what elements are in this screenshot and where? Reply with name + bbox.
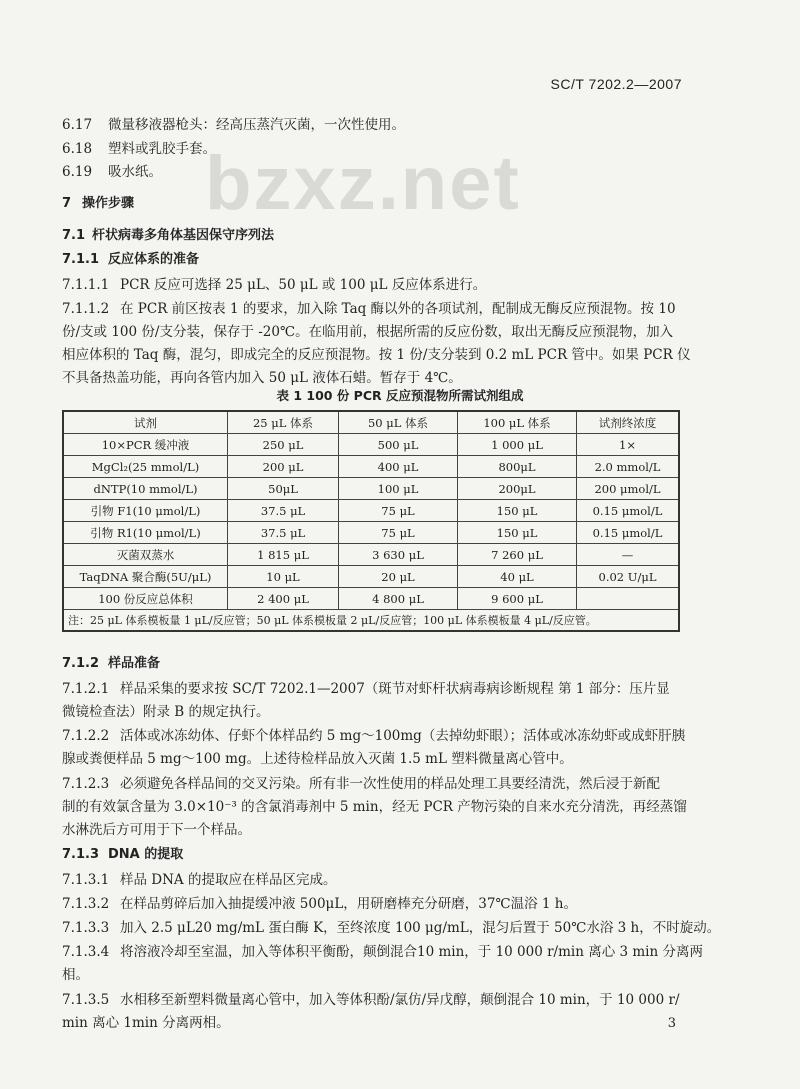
- table-cell: 7 260 μL: [458, 544, 577, 566]
- table-cell: 0.15 μmol/L: [577, 522, 680, 544]
- table-cell: 200μL: [458, 478, 577, 500]
- clause-text: 加入 2.5 μL20 mg/mL 蛋白酶 K，至终浓度 100 μg/mL，混匀后置于 50℃水浴 3 h，不时旋动。: [120, 920, 721, 936]
- table-row: [63, 500, 679, 522]
- paragraph-line: min 离心 1min 分离两相。: [62, 1015, 230, 1031]
- item-number: 6.18: [62, 141, 93, 157]
- table-cell: 500 μL: [339, 434, 458, 456]
- table-note: 注：25 μL 体系模板量 1 μL/反应管；50 μL 体系模板量 2 μL/反应管；100 μL 体系模板量 4 μL/反应管。: [63, 610, 679, 632]
- item-number: 6.17: [62, 117, 93, 133]
- paragraph-line: 不具备热盖功能，再向各管内加入 50 μL 液体石蜡。暂存于 4℃。: [62, 370, 462, 386]
- subsection-heading: [62, 843, 183, 862]
- table-cell: —: [577, 544, 680, 566]
- table-header: 100 μL 体系: [458, 411, 577, 434]
- table-header: 25 μL 体系: [228, 411, 339, 434]
- table-cell: 75 μL: [339, 500, 458, 522]
- table-cell: 800μL: [458, 456, 577, 478]
- table-cell: 3 630 μL: [339, 544, 458, 566]
- paragraph-line: [62, 297, 676, 317]
- table-cell: 250 μL: [228, 434, 339, 456]
- item-text: 微量移液器枪头：经高压蒸汽灭菌，一次性使用。: [108, 117, 405, 133]
- table-row: [63, 456, 679, 478]
- table-cell: 灭菌双蒸水: [63, 544, 228, 566]
- table-header-row: [63, 411, 679, 434]
- table-row: [63, 566, 679, 588]
- table-row: [63, 588, 679, 610]
- clause-text: 活体或冰冻幼体、仔虾个体样品约 5 mg～100mg（去掉幼虾眼）；活体或冰冻幼虾或成虾肝胰: [120, 728, 686, 744]
- table-cell: 37.5 μL: [228, 522, 339, 544]
- table-cell: 200 μmol/L: [577, 478, 680, 500]
- table-cell: 4 800 μL: [339, 588, 458, 610]
- table-cell: 37.5 μL: [228, 500, 339, 522]
- table-cell: TaqDNA 聚合酶(5U/μL): [63, 566, 228, 588]
- table-cell: dNTP(10 mmol/L): [63, 478, 228, 500]
- item-text: 吸水纸。: [108, 164, 162, 180]
- subsection-number: 7.1.2: [62, 656, 100, 671]
- table-cell: 0.02 U/μL: [577, 566, 680, 588]
- item-number: 6.19: [62, 164, 93, 180]
- clause-number: 7.1.3.5: [62, 992, 110, 1008]
- table-header: 50 μL 体系: [339, 411, 458, 434]
- table-note-row: [63, 610, 679, 632]
- section-heading: [62, 192, 134, 211]
- table-cell: MgCl₂(25 mmol/L): [63, 456, 228, 478]
- page-number: 3: [667, 1016, 676, 1031]
- paragraph-line: [62, 988, 680, 1008]
- clause-number: 7.1.3.3: [62, 920, 110, 936]
- table-cell: 400 μL: [339, 456, 458, 478]
- subsection-title: DNA 的提取: [108, 847, 184, 862]
- table-cell: 40 μL: [458, 566, 577, 588]
- clause-number: 7.1.2.2: [62, 728, 110, 744]
- clause-number: 7.1.2.3: [62, 776, 110, 792]
- subsection-heading: [62, 652, 160, 671]
- paragraph: [62, 892, 577, 912]
- list-item: [62, 137, 216, 157]
- paragraph-line: 相。: [62, 967, 89, 983]
- section-number: 7: [62, 196, 72, 211]
- clause-text: 水相移至新塑料微量离心管中，加入等体积酚/氯仿/异戊醇，颠倒混合 10 min，于 10 000 r/: [120, 992, 680, 1008]
- standard-code: SC/T 7202.2—2007: [550, 76, 682, 92]
- clause-number: 7.1.2.1: [62, 681, 110, 697]
- paragraph-line: [62, 724, 685, 744]
- clause-number: 7.1.3.1: [62, 872, 110, 888]
- table-cell: 75 μL: [339, 522, 458, 544]
- table-cell: 引物 F1(10 μmol/L): [63, 500, 228, 522]
- table-cell: 20 μL: [339, 566, 458, 588]
- table-cell: 引物 R1(10 μmol/L): [63, 522, 228, 544]
- paragraph-line: 制的有效氯含量为 3.0×10⁻³ 的含氯消毒剂中 5 min，经无 PCR 产物污染的自来水充分清洗，再经蒸馏: [62, 799, 687, 815]
- table-row: [63, 434, 679, 456]
- paragraph-line: 相应体积的 Taq 酶，混匀，即成完全的反应预混物。按 1 份/支分装到 0.2 mL PCR 管中。如果 PCR 仪: [62, 347, 691, 363]
- table-row: [63, 522, 679, 544]
- paragraph: [62, 273, 486, 293]
- subsection-heading: [62, 248, 199, 267]
- section-title: 操作步骤: [82, 196, 135, 211]
- paragraph-line: [62, 677, 670, 697]
- table-header: 试剂终浓度: [577, 411, 680, 434]
- clause-number: 7.1.1.2: [62, 301, 110, 317]
- table-cell: 1 815 μL: [228, 544, 339, 566]
- table-cell: 0.15 μmol/L: [577, 500, 680, 522]
- item-text: 塑料或乳胶手套。: [108, 141, 216, 157]
- paragraph: [62, 868, 336, 888]
- table-cell: 100 μL: [339, 478, 458, 500]
- table-row: [63, 544, 679, 566]
- clause-text: 在样品剪碎后加入抽提缓冲液 500μL，用研磨棒充分研磨，37℃温浴 1 h。: [120, 896, 577, 912]
- list-item: [62, 113, 405, 133]
- table-cell: [577, 588, 680, 610]
- clause-number: 7.1.3.2: [62, 896, 110, 912]
- clause-text: 样品 DNA 的提取应在样品区完成。: [120, 872, 337, 888]
- table-cell: 100 份反应总体积: [63, 588, 228, 610]
- paragraph-line: 份/支或 100 份/支分装，保存于 -20℃。在临用前，根据所需的反应份数，取出无酶反应预混物，加入: [62, 324, 674, 340]
- subsection-number: 7.1.3: [62, 847, 100, 862]
- table-caption: 表 1 100 份 PCR 反应预混物所需试剂组成: [276, 388, 524, 403]
- watermark: bzxz.net: [205, 141, 521, 226]
- paragraph-line: 腺或粪便样品 5 mg～100 mg。上述待检样品放入灭菌 1.5 mL 塑料微量离心管中。: [62, 751, 573, 767]
- clause-text: 在 PCR 前区按表 1 的要求，加入除 Taq 酶以外的各项试剂，配制成无酶反应预混物。按 10: [120, 301, 676, 317]
- paragraph: [62, 916, 720, 936]
- clause-text: 将溶液冷却至室温，加入等体积平衡酚，颠倒混合10 min，于 10 000 r/min 离心 3 min 分离两: [120, 944, 703, 960]
- list-item: [62, 160, 162, 180]
- table-row: [63, 478, 679, 500]
- table-cell: 10×PCR 缓冲液: [63, 434, 228, 456]
- table-cell: 2 400 μL: [228, 588, 339, 610]
- subsection-title: 样品准备: [108, 656, 161, 671]
- reagent-table: [62, 410, 680, 632]
- subsection-title: 反应体系的准备: [108, 252, 200, 267]
- table-cell: 150 μL: [458, 522, 577, 544]
- subsection-number: 7.1: [62, 228, 86, 243]
- clause-text: 必须避免各样品间的交叉污染。所有非一次性使用的样品处理工具要经清洗，然后浸于新配: [120, 776, 660, 792]
- clause-text: 样品采集的要求按 SC/T 7202.1—2007（斑节对虾杆状病毒病诊断规程 第 1 部分：压片显: [120, 681, 670, 697]
- table-header: 试剂: [63, 411, 228, 434]
- table-cell: 1 000 μL: [458, 434, 577, 456]
- paragraph-line: 水淋洗后方可用于下一个样品。: [62, 822, 251, 838]
- table-cell: 9 600 μL: [458, 588, 577, 610]
- paragraph-line: [62, 772, 660, 792]
- table-cell: 10 μL: [228, 566, 339, 588]
- table-cell: 1×: [577, 434, 680, 456]
- subsection-heading: [62, 224, 274, 243]
- paragraph-line: [62, 940, 703, 960]
- subsection-number: 7.1.1: [62, 252, 100, 267]
- clause-number: 7.1.1.1: [62, 277, 110, 293]
- subsection-title: 杆状病毒多角体基因保守序列法: [92, 228, 275, 243]
- clause-number: 7.1.3.4: [62, 944, 110, 960]
- table-cell: 50μL: [228, 478, 339, 500]
- paragraph-line: 微镜检查法）附录 B 的规定执行。: [62, 704, 270, 720]
- clause-text: PCR 反应可选择 25 μL、50 μL 或 100 μL 反应体系进行。: [120, 277, 487, 293]
- table-cell: 150 μL: [458, 500, 577, 522]
- table-cell: 2.0 mmol/L: [577, 456, 680, 478]
- table-cell: 200 μL: [228, 456, 339, 478]
